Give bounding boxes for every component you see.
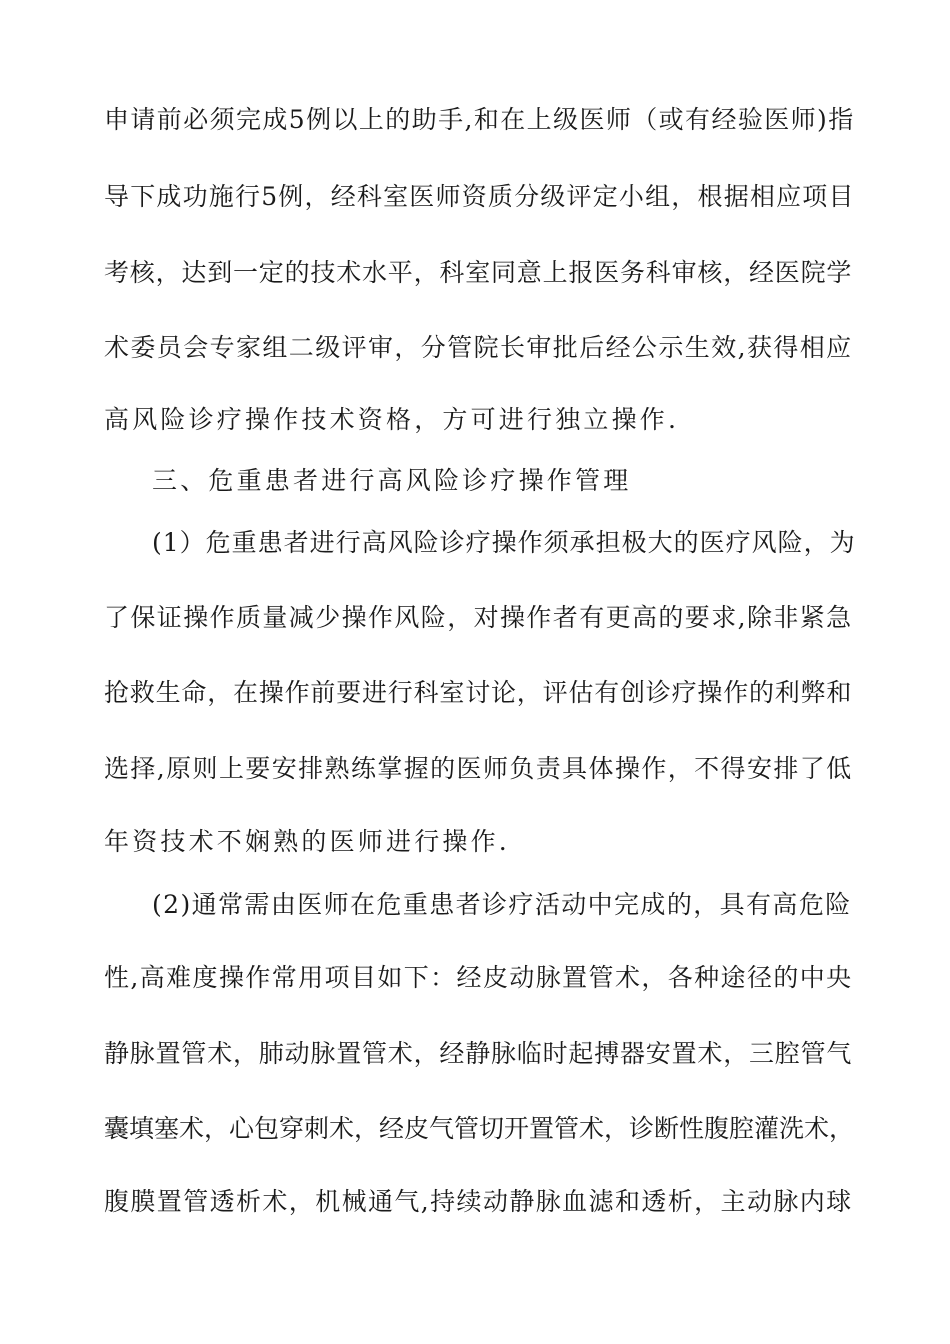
text-line-12: (2)通常需由医师在危重患者诊疗活动中完成的，具有高危险 (152, 890, 852, 919)
text-line-13: 性,高难度操作常用项目如下：经皮动脉置管术，各种途径的中央 (104, 963, 853, 992)
text-line-9: 抢救生命，在操作前要进行科室讨论，评估有创诊疗操作的利弊和 (104, 678, 853, 707)
text-line-4: 术委员会专家组二级评审，分管院长审批后经公示生效,获得相应 (104, 333, 853, 362)
text-line-14: 静脉置管术，肺动脉置管术，经静脉临时起搏器安置术，三腔管气 (104, 1039, 853, 1068)
text-line-8: 了保证操作质量减少操作风险，对操作者有更高的要求,除非紧急 (104, 603, 853, 632)
text-line-5: 高风险诊疗操作技术资格，方可进行独立操作. (104, 405, 680, 434)
text-line-3: 考核，达到一定的技术水平，科室同意上报医务科审核，经医院学 (104, 258, 853, 287)
text-line-2: 导下成功施行5例，经科室医师资质分级评定小组，根据相应项目 (104, 182, 855, 211)
section-heading: 三、危重患者进行高风险诊疗操作管理 (152, 466, 632, 495)
text-line-16: 腹膜置管透析术，机械通气,持续动静脉血滤和透析，主动脉内球 (104, 1187, 853, 1216)
text-line-1: 申请前必须完成5例以上的助手,和在上级医师（或有经验医师)指 (104, 105, 855, 134)
text-line-15: 囊填塞术，心包穿刺术，经皮气管切开置管术，诊断性腹腔灌洗术， (104, 1114, 855, 1143)
text-line-7: (1）危重患者进行高风险诊疗操作须承担极大的医疗风险，为 (152, 528, 856, 557)
text-line-11: 年资技术不娴熟的医师进行操作. (104, 827, 510, 856)
text-line-10: 选择,原则上要安排熟练掌握的医师负责具体操作，不得安排了低 (104, 754, 853, 783)
